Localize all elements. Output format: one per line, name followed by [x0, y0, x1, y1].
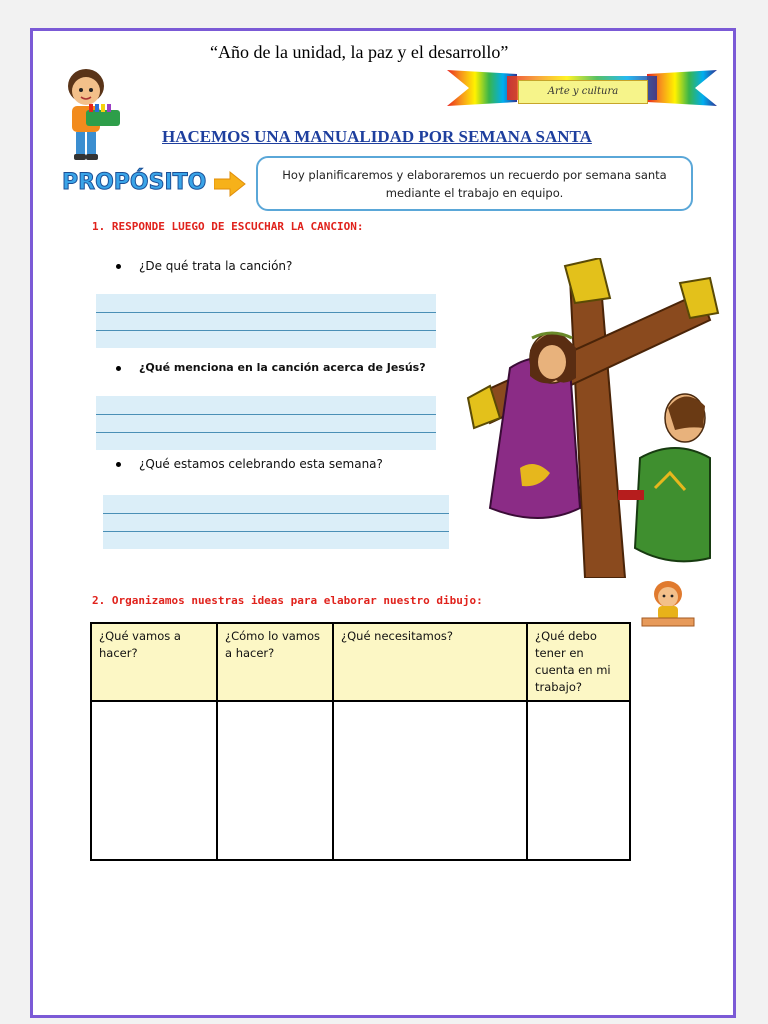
purpose-box — [256, 156, 693, 211]
answer-area-2[interactable] — [96, 396, 436, 450]
answer-area-1[interactable] — [96, 294, 436, 348]
jesus-carrying-cross-illustration — [460, 258, 720, 578]
table-header-cell: ¿Qué necesitamos? — [333, 623, 527, 701]
answer-line — [96, 330, 436, 331]
question-3-text: ¿Qué estamos celebrando esta semana? — [139, 457, 383, 471]
answer-area-3[interactable] — [103, 495, 449, 549]
boy-with-crayons-illustration — [56, 66, 126, 162]
answer-line — [103, 513, 449, 514]
year-motto: “Año de la unidad, la paz y el desarrollo” — [210, 42, 509, 62]
question-1-text: ¿De qué trata la canción? — [139, 259, 293, 273]
section-1-title: 1. RESPONDE LUEGO DE ESCUCHAR LA CANCION: — [92, 220, 364, 233]
answer-line — [96, 312, 436, 313]
table-header-row — [91, 623, 630, 701]
page-title: HACEMOS UNA MANUALIDAD POR SEMANA SANTA — [162, 127, 592, 146]
table-answer-cell[interactable] — [91, 701, 217, 860]
table-answer-cell[interactable] — [217, 701, 333, 860]
table-answer-cell[interactable] — [333, 701, 527, 860]
purpose-label: PROPÓSITO — [62, 170, 207, 195]
bullet-icon — [116, 366, 121, 371]
bullet-icon — [116, 462, 121, 467]
girl-drawing-illustration — [640, 578, 696, 630]
question-3 — [116, 457, 383, 471]
table-row — [91, 701, 630, 860]
table-answer-cell[interactable] — [527, 701, 630, 860]
question-2 — [116, 361, 426, 374]
answer-line — [103, 531, 449, 532]
answer-line — [96, 414, 436, 415]
section-2-title: 2. Organizamos nuestras ideas para elaborar nuestro dibujo: — [92, 594, 483, 607]
table-header-cell: ¿Qué vamos a hacer? — [91, 623, 217, 701]
table-header-cell: ¿Qué debo tener en cuenta en mi trabajo? — [527, 623, 630, 701]
table-header-cell: ¿Cómo lo vamos a hacer? — [217, 623, 333, 701]
answer-line — [96, 432, 436, 433]
bullet-icon — [116, 264, 121, 269]
area-banner-label: Arte y cultura — [518, 80, 648, 104]
planning-table — [90, 622, 631, 861]
purpose-text: Hoy planificaremos y elaboraremos un recuerdo por semana santa mediante el trabajo en equipo. — [282, 167, 667, 200]
arrow-right-icon — [214, 170, 246, 198]
question-2-text: ¿Qué menciona en la canción acerca de Jesús? — [139, 361, 426, 374]
question-1 — [116, 259, 292, 273]
